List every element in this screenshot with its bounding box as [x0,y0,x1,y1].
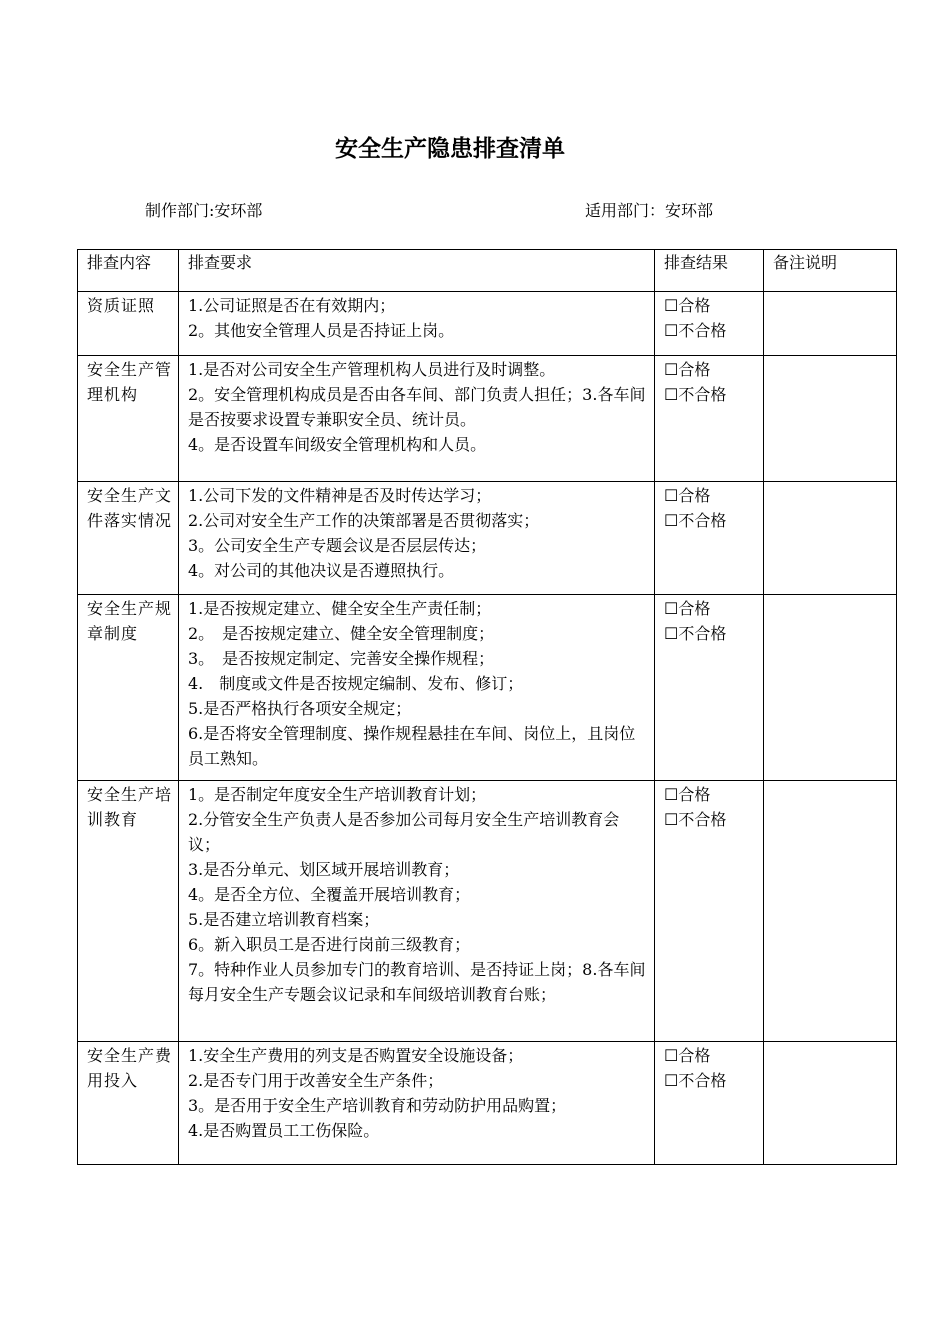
requirement-line: 3.是否分单元、划区域开展培训教育； [188,860,460,879]
row-result [655,356,764,482]
table-row [78,1042,897,1165]
table-header-row [78,250,897,292]
table-row [78,595,897,781]
fail-checkbox[interactable]: ☐不合格 [664,385,727,404]
requirement-line: 2.是否专门用于改善安全生产条件； [188,1071,444,1090]
pass-checkbox[interactable]: ☐合格 [664,486,711,505]
row-category: 安全生产培训教育 [78,781,179,1042]
row-category: 资质证照 [78,292,179,356]
requirement-line: 1.安全生产费用的列支是否购置安全设施设备； [188,1046,524,1065]
row-category: 安全生产费用投入 [78,1042,179,1165]
requirement-line: 1.是否对公司安全生产管理机构人员进行及时调整。 [188,360,556,379]
requirement-line: 3。 是否按规定制定、完善安全操作规程； [188,649,495,668]
requirement-line: 7。特种作业人员参加专门的教育培训、是否持证上岗；8.各车间每月安全生产专题会议记录和车间级培训教育台账； [188,960,646,1004]
row-requirements [179,356,655,482]
fail-checkbox[interactable]: ☐不合格 [664,1071,727,1090]
table-row [78,356,897,482]
fail-checkbox[interactable]: ☐不合格 [664,321,727,340]
requirement-line: 2.分管安全生产负责人是否参加公司每月安全生产培训教育会议； [188,810,620,854]
row-category: 安全生产文件落实情况 [78,482,179,595]
fail-checkbox[interactable]: ☐不合格 [664,810,727,829]
header-result: 排查结果 [655,250,764,292]
requirement-line: 2。安全管理机构成员是否由各车间、部门负责人担任；3.各车间是否按要求设置专兼职安全员、统计员。 [188,385,646,429]
pass-checkbox[interactable]: ☐合格 [664,360,711,379]
requirement-line: 1.公司下发的文件精神是否及时传达学习； [188,486,492,505]
row-remark [764,482,897,595]
row-result [655,595,764,781]
table-row [78,781,897,1042]
requirement-line: 4.是否购置员工工伤保险。 [188,1121,380,1140]
row-remark [764,595,897,781]
row-remark [764,1042,897,1165]
row-requirements [179,595,655,781]
row-result [655,1042,764,1165]
applicable-department: 适用部门：安环部 [585,201,714,220]
requirement-line: 4。是否设置车间级安全管理机构和人员。 [188,435,487,454]
requirement-line: 5.是否建立培训教育档案； [188,910,380,929]
requirement-line: 1。是否制定年度安全生产培训教育计划； [188,785,487,804]
row-requirements [179,1042,655,1165]
requirement-line: 2。 是否按规定建立、健全安全管理制度； [188,624,495,643]
made-by-department: 制作部门:安环部 [145,201,263,220]
row-result [655,482,764,595]
requirement-line: 4。对公司的其他决议是否遵照执行。 [188,561,455,580]
requirement-line: 4。是否全方位、全覆盖开展培训教育； [188,885,471,904]
requirement-line: 6。新入职员工是否进行岗前三级教育； [188,935,471,954]
row-category: 安全生产规章制度 [78,595,179,781]
requirement-line: 2.公司对安全生产工作的决策部署是否贯彻落实； [188,511,540,530]
requirement-line: 3。是否用于安全生产培训教育和劳动防护用品购置； [188,1096,567,1115]
pass-checkbox[interactable]: ☐合格 [664,1046,711,1065]
row-remark [764,781,897,1042]
header-content: 排查内容 [78,250,179,292]
pass-checkbox[interactable]: ☐合格 [664,599,711,618]
header-remark: 备注说明 [764,250,897,292]
inspection-checklist-table [77,249,897,1165]
row-requirements [179,482,655,595]
row-requirements [179,781,655,1042]
table-row [78,292,897,356]
fail-checkbox[interactable]: ☐不合格 [664,624,727,643]
requirement-line: 6.是否将安全管理制度、操作规程悬挂在车间、岗位上，且岗位员工熟知。 [188,724,636,768]
row-requirements [179,292,655,356]
requirement-line: 1.是否按规定建立、健全安全生产责任制； [188,599,492,618]
fail-checkbox[interactable]: ☐不合格 [664,511,727,530]
row-result [655,781,764,1042]
page-title: 安全生产隐患排查清单 [335,136,565,162]
pass-checkbox[interactable]: ☐合格 [664,296,711,315]
row-category: 安全生产管理机构 [78,356,179,482]
requirement-line: 5.是否严格执行各项安全规定； [188,699,412,718]
table-row [78,482,897,595]
row-remark [764,292,897,356]
row-remark [764,356,897,482]
requirement-line: 3。公司安全生产专题会议是否层层传达； [188,536,487,555]
row-result [655,292,764,356]
header-requirement: 排查要求 [179,250,655,292]
pass-checkbox[interactable]: ☐合格 [664,785,711,804]
requirement-line: 1.公司证照是否在有效期内； [188,296,396,315]
requirement-line: 4. 制度或文件是否按规定编制、发布、修订； [188,674,524,693]
requirement-line: 2。其他安全管理人员是否持证上岗。 [188,321,455,340]
